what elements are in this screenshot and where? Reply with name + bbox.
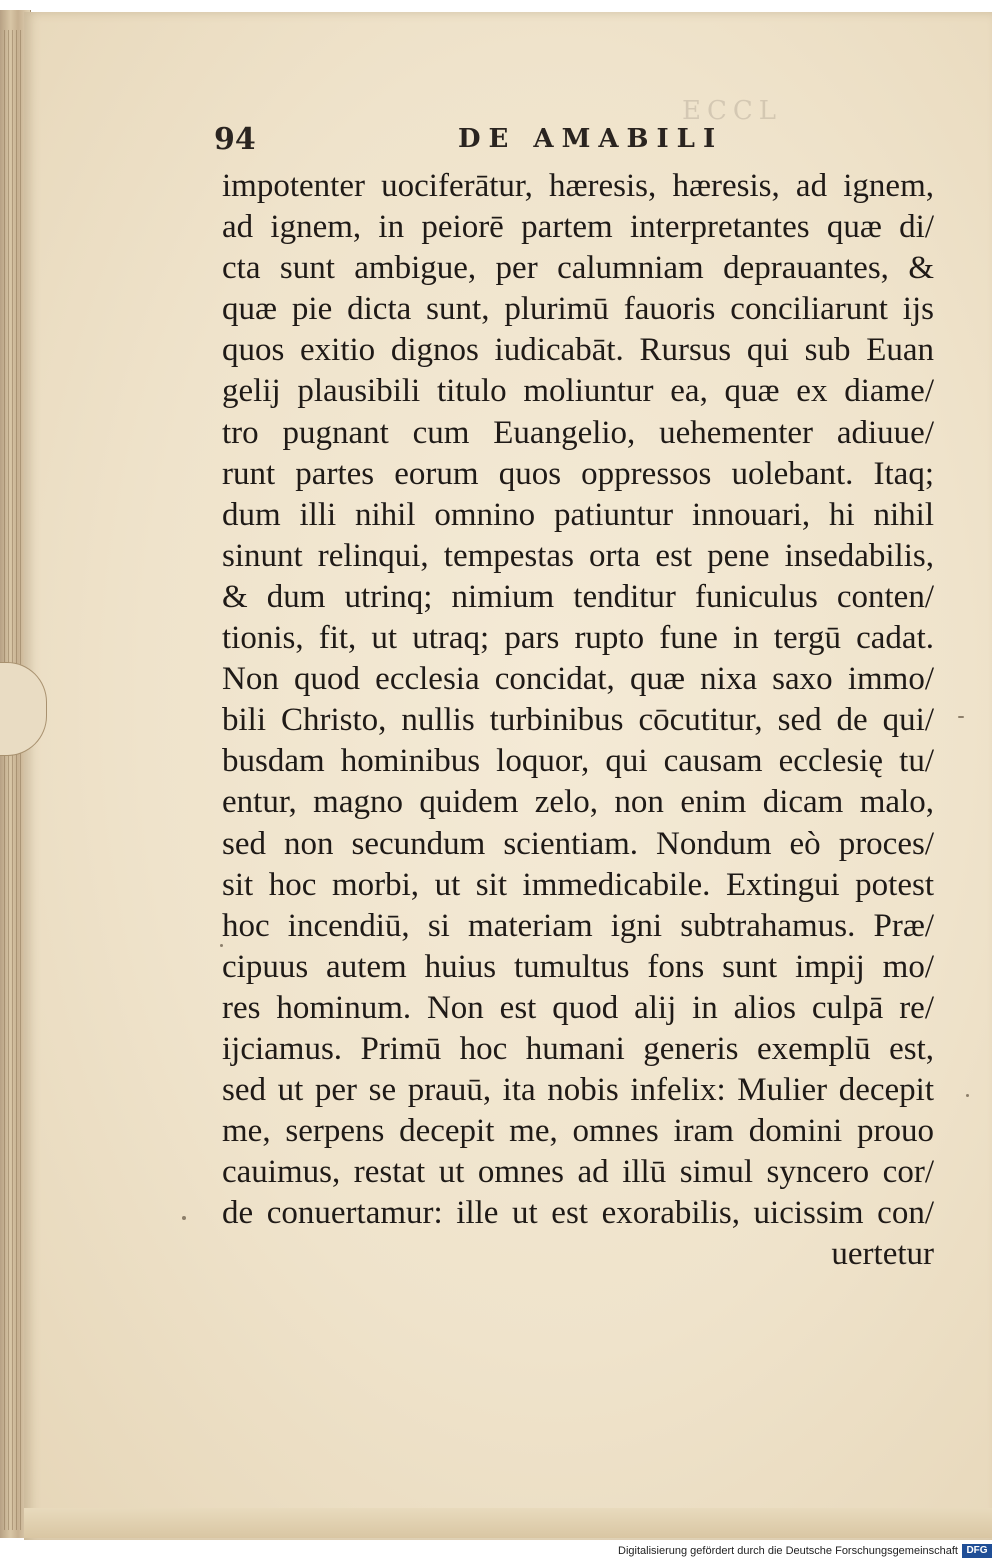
text-line: Non quod ecclesia concidat, quæ nixa saxo immo/ — [222, 661, 934, 698]
ink-speck — [966, 1094, 969, 1097]
running-header — [214, 118, 934, 162]
text-line: res hominum. Non est quod alij in alios culpā re/ — [222, 989, 934, 1026]
funding-credit: Digitalisierung gefördert durch die Deutsche Forschungsgemeinschaft — [618, 1545, 958, 1557]
page-bottom-edge — [24, 1508, 992, 1538]
ink-speck — [958, 716, 964, 718]
text-line: entur, magno quidem zelo, non enim dicam malo, — [222, 784, 934, 821]
text-line: me, serpens decepit me, omnes iram domini prouo — [222, 1113, 934, 1150]
text-line: ijciamus. Primū hoc humani generis exemplū est, — [222, 1030, 934, 1067]
text-line: impotenter uociferātur, hæresis, hæresis, ad ignem, — [222, 168, 934, 204]
text-line: cauimus, restat ut omnes ad illū simul syncero cor/ — [222, 1154, 934, 1191]
text-line: bili Christo, nullis turbinibus cōcutitur, sed de qui/ — [222, 702, 934, 739]
text-line: hoc incendiū, si materiam igni subtrahamus. Præ/ — [222, 907, 934, 944]
text-line: quos exitio dignos iudicabāt. Rursus qui sub Euan — [222, 332, 934, 369]
text-line: sed non secundum scientiam. Nondum eò proces/ — [222, 825, 934, 862]
page-number: 94 — [214, 122, 256, 157]
catchword: uertetur — [831, 1236, 934, 1273]
body-text — [222, 166, 934, 1276]
text-line: ad ignem, in peiorē partem interpretantes quæ di/ — [222, 209, 934, 246]
text-line: sit hoc morbi, ut sit immedicabile. Extingui potest — [222, 866, 934, 903]
text-line: & dum utrinq; nimium tenditur funiculus conten/ — [222, 578, 934, 615]
page-edge-lines — [4, 30, 24, 1530]
digitization-footer — [0, 1540, 1000, 1562]
text-line: tro pugnant cum Euangelio, uehementer adiuue/ — [222, 414, 934, 451]
text-line: dum illi nihil omnino patiuntur innouari, hi nihil — [222, 496, 934, 533]
show-through-text: ECCL — [682, 96, 783, 126]
text-line: tionis, fit, ut utraq; pars rupto fune in tergū cadat. — [222, 620, 934, 657]
text-line: de conuertamur: ille ut est exorabilis, uicissim con/ — [222, 1195, 934, 1232]
ink-speck — [220, 944, 223, 947]
text-line: sinunt relinqui, tempestas orta est pene insedabilis, — [222, 537, 934, 574]
dfg-logo: DFG — [962, 1544, 992, 1558]
text-line: runt partes eorum quos oppressos uolebant. Itaq; — [222, 455, 934, 492]
text-line: sed ut per se prauū, ita nobis infelix: Mulier decepit — [222, 1072, 934, 1109]
text-line: cipuus autem huius tumultus fons sunt impij mo/ — [222, 948, 934, 985]
text-line: quæ pie dicta sunt, plurimū fauoris conciliarunt ijs — [222, 291, 934, 328]
text-line: gelij plausibili titulo moliuntur ea, quæ ex diame/ — [222, 373, 934, 410]
text-line: busdam hominibus loquor, qui causam ecclesię tu/ — [222, 743, 934, 780]
running-title: DE AMABILI — [458, 124, 724, 154]
text-line: cta sunt ambigue, per calumniam deprauantes, & — [222, 250, 934, 287]
ink-speck — [182, 1216, 186, 1220]
